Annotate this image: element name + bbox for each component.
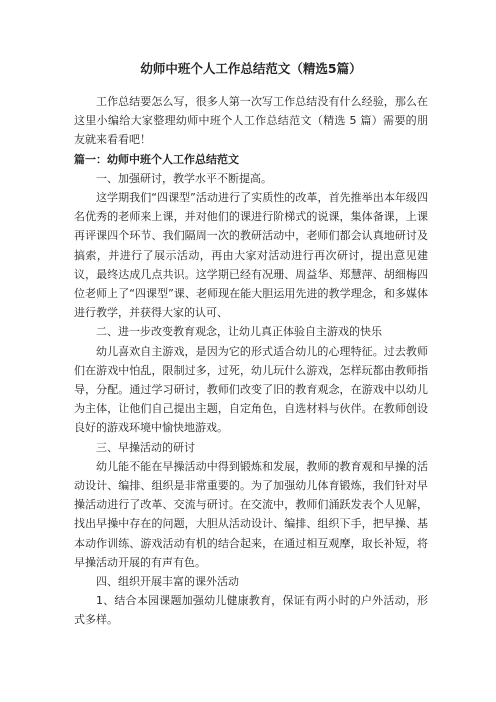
subheading-3: 三、早操活动的研讨	[96, 440, 195, 454]
paragraph-4: 1、结合本园课题加强幼儿健康教育，保证有两小时的户外活动，形式多样。	[74, 594, 428, 627]
subheading-4: 四、组织开展丰富的课外活动	[96, 575, 239, 589]
paragraph-3: 幼儿能不能在早操活动中得到锻炼和发展，教师的教育观和早操的活动设计、编排、组织是非常重要的。为了加强幼儿体育锻炼，我们针对早操活动进行了改革、交流与研讨。在交流中，教师们涌跃发表个人见解，找出早操中存在的问题，大胆从活动设计、编排、组织下手，把早操、基本动作训练、游戏活动有机的结合起来，在通过相互观摩，取长补短，将早操活动开展的有声有色。	[74, 459, 428, 569]
paragraph-2: 幼儿喜欢自主游戏，是因为它的形式适合幼儿的心理特征。过去教师们在游戏中怕乱，限制过多，过死，幼儿玩什么游戏，怎样玩都由教师指导，分配。通过学习研讨，教师们改变了旧的教育观念，在游戏中以幼儿为主体，让他们自己提出主题，自定角色，自选材料与伙伴。在教师创设良好的游戏环境中愉快地游戏。	[74, 344, 428, 435]
document-title: 幼师中班个人工作总结范文（精选5篇）	[140, 61, 362, 76]
intro-paragraph: 工作总结要怎么写，很多人第一次写工作总结没有什么经验，那么在这里小编给大家整理幼师中班个人工作总结范文（精选 5 篇）需要的朋友就来看看吧！	[74, 95, 428, 147]
subheading-2: 二、进一步改变教育观念，让幼儿真正体验自主游戏的快乐	[96, 325, 382, 339]
subheading-1: 一、加强研讨，教学水平不断提高。	[96, 171, 272, 185]
paragraph-1: 这学期我们“四课型”活动进行了实质性的改革，首先推举出本年级四名优秀的老师来上课，并对他们的课进行阶梯式的说课，集体备课，上课再评课四个环节、我们隔周一次的教研活动中，老师们都会认真地研讨及搞索，并进行了展示活动，再由大家对活动进行再次研讨，提出意见建议，最终达成几点共识。这学期已经有况珊、周益华、郑慧萍、胡细梅四位老师上了“四课型”课、老师现在能大胆运用先进的教学理念，和多媒体进行教学，并获得大家的认可、	[74, 191, 428, 320]
section-heading: 篇一：幼师中班个人工作总结范文	[74, 152, 239, 166]
